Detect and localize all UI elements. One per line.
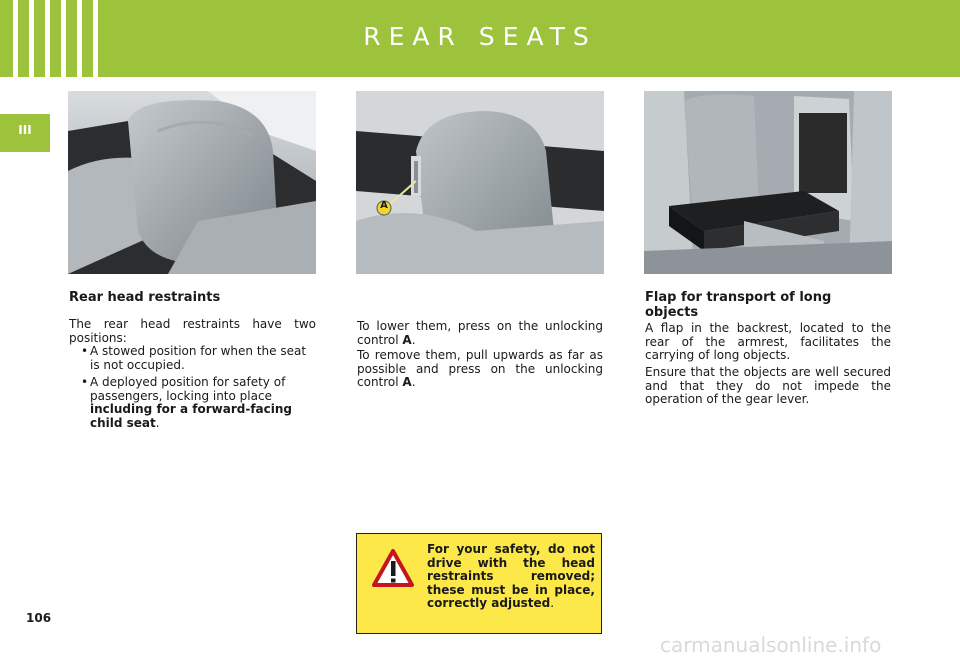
safety-warning-box bbox=[356, 533, 602, 634]
page-header bbox=[0, 0, 960, 77]
callout-label-a: A bbox=[380, 200, 388, 211]
position-list bbox=[69, 345, 316, 434]
photo-flap-long-objects bbox=[644, 91, 892, 274]
warning-text: For your safety, do not drive with the head restraints removed; these must be in place, correctly adjusted. bbox=[427, 542, 595, 610]
removal-instructions: To remove them, pull upwards as far as possible and press on the unlocking control A. bbox=[357, 348, 603, 389]
header-stripe bbox=[93, 0, 98, 77]
list-item: • A deployed position for safety of passengers, locking into place including for a forward-facing child seat. bbox=[69, 376, 316, 430]
heading-flap-long-objects: Flap for transport of long objects bbox=[645, 290, 832, 320]
flap-safety-note: Ensure that the objects are well secured and that they do not impede the operation of the gear lever. bbox=[645, 365, 891, 406]
page-number: 106 bbox=[26, 611, 52, 625]
warning-triangle-icon bbox=[371, 548, 415, 588]
header-stripe bbox=[77, 0, 82, 77]
header-stripe bbox=[45, 0, 50, 77]
list-item: • A stowed position for when the seat is not occupied. bbox=[69, 345, 316, 372]
heading-rear-head-restraints: Rear head restraints bbox=[69, 290, 221, 305]
lowering-instructions: To lower them, press on the unlocking control A. bbox=[357, 319, 603, 347]
watermark: carmanualsonline.info bbox=[660, 633, 882, 657]
page-title: REAR SEATS bbox=[363, 22, 597, 51]
intro-text: The rear head restraints have two positions: bbox=[69, 317, 316, 345]
left-margin bbox=[0, 77, 50, 663]
chapter-tab[interactable]: III bbox=[0, 114, 50, 152]
header-stripe bbox=[29, 0, 34, 77]
photo-unlocking-control bbox=[356, 91, 604, 274]
photo-rear-head-restraint bbox=[68, 91, 316, 274]
header-stripe bbox=[13, 0, 18, 77]
header-stripe bbox=[61, 0, 66, 77]
flap-description: A flap in the backrest, located to the rear of the armrest, facilitates the carrying of long objects. bbox=[645, 321, 891, 362]
